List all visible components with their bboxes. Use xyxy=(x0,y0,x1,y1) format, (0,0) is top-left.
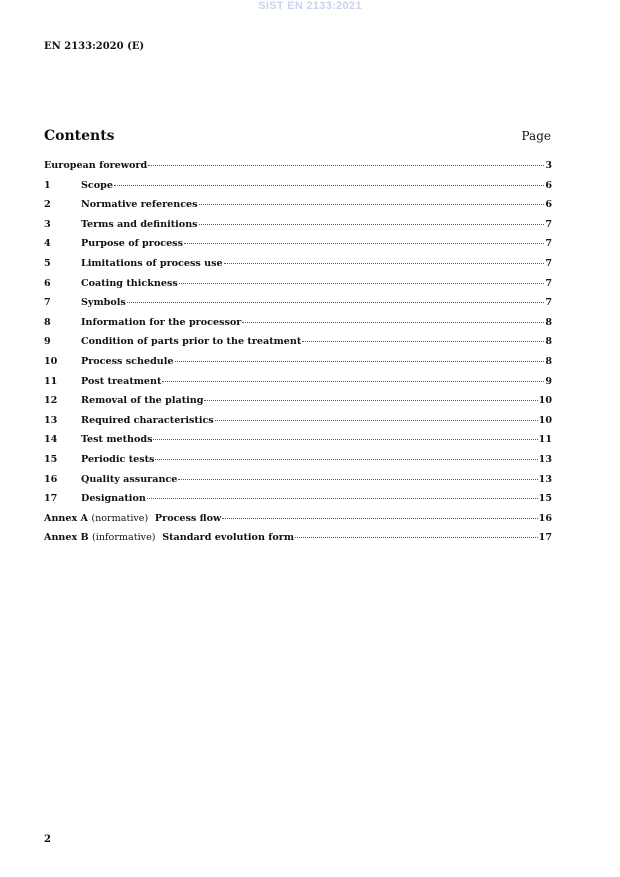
toc-leader xyxy=(179,283,545,284)
toc-leader xyxy=(199,224,545,225)
toc-title: Limitations of process use xyxy=(81,257,223,269)
toc-entry[interactable] xyxy=(44,317,552,337)
toc-page: 3 xyxy=(545,160,552,171)
toc-leader xyxy=(302,341,544,342)
toc-number: 7 xyxy=(44,297,51,309)
toc-entry[interactable] xyxy=(44,434,552,454)
toc-number: 3 xyxy=(44,218,51,230)
toc-entry-annex-a[interactable] xyxy=(44,513,552,533)
watermark: SIST EN 2133:2021 xyxy=(258,0,362,12)
annex-label: Annex B xyxy=(44,532,89,544)
toc-number: 2 xyxy=(44,199,51,211)
toc-page: 7 xyxy=(545,218,552,230)
toc-leader xyxy=(295,537,538,538)
toc-number: 15 xyxy=(44,453,58,465)
toc-entry[interactable] xyxy=(44,474,552,494)
toc-page: 7 xyxy=(545,297,552,309)
toc-page: 15 xyxy=(538,493,552,505)
toc-leader xyxy=(178,479,537,480)
toc-entry[interactable] xyxy=(44,356,552,376)
toc-entry[interactable] xyxy=(44,258,552,278)
table-of-contents xyxy=(44,160,552,552)
toc-page: 9 xyxy=(545,375,552,387)
toc-entry[interactable] xyxy=(44,454,552,474)
annex-label: Annex A xyxy=(44,512,89,524)
toc-title: Quality assurance xyxy=(81,473,178,485)
toc-number: 11 xyxy=(44,375,58,387)
toc-title: Post treatment xyxy=(81,375,162,387)
toc-leader xyxy=(155,459,537,460)
toc-title: Normative references xyxy=(81,199,198,211)
toc-leader xyxy=(153,439,537,440)
toc-page: 10 xyxy=(538,414,552,426)
toc-leader xyxy=(215,420,538,421)
annex-type: (normative) xyxy=(91,512,149,524)
toc-title: Coating thickness xyxy=(81,277,178,289)
toc-page: 17 xyxy=(538,532,552,544)
toc-leader xyxy=(184,243,544,244)
toc-leader xyxy=(224,263,545,264)
toc-leader xyxy=(175,361,545,362)
toc-entry[interactable] xyxy=(44,278,552,298)
toc-page: 13 xyxy=(538,453,552,465)
toc-number: 13 xyxy=(44,414,58,426)
toc-number: 16 xyxy=(44,473,58,485)
toc-page: 8 xyxy=(545,355,552,367)
toc-title xyxy=(44,532,294,543)
toc-page: 7 xyxy=(545,257,552,269)
annex-title: Standard evolution form xyxy=(162,532,294,544)
toc-number: 17 xyxy=(44,493,58,505)
toc-leader xyxy=(148,165,544,166)
toc-title: Condition of parts prior to the treatment xyxy=(81,336,302,348)
toc-leader xyxy=(242,322,544,323)
toc-page: 7 xyxy=(545,238,552,250)
toc-title: Designation xyxy=(81,493,146,505)
toc-title: Scope xyxy=(81,179,113,191)
toc-number: 10 xyxy=(44,355,58,367)
toc-leader xyxy=(147,498,538,499)
page-number: 2 xyxy=(44,834,51,845)
toc-entry-foreword[interactable] xyxy=(44,160,552,180)
toc-number: 8 xyxy=(44,316,51,328)
toc-entry[interactable] xyxy=(44,180,552,200)
toc-entry[interactable] xyxy=(44,199,552,219)
toc-title xyxy=(44,513,221,524)
document-id: EN 2133:2020 (E) xyxy=(44,41,145,52)
toc-leader xyxy=(199,204,545,205)
toc-title: European foreword xyxy=(44,160,148,171)
toc-title: Test methods xyxy=(81,434,153,446)
toc-leader xyxy=(222,518,537,519)
contents-heading: Contents xyxy=(44,128,115,144)
toc-title: Purpose of process xyxy=(81,238,183,250)
toc-entry-annex-b[interactable] xyxy=(44,532,552,552)
toc-title: Required characteristics xyxy=(81,414,214,426)
toc-entry[interactable] xyxy=(44,219,552,239)
toc-number: 1 xyxy=(44,179,51,191)
toc-page: 16 xyxy=(538,512,552,524)
toc-number: 9 xyxy=(44,336,51,348)
toc-page: 6 xyxy=(545,199,552,211)
annex-type: (informative) xyxy=(92,532,156,544)
toc-title: Removal of the plating xyxy=(81,395,204,407)
toc-entry[interactable] xyxy=(44,297,552,317)
toc-number: 12 xyxy=(44,395,58,407)
toc-entry[interactable] xyxy=(44,415,552,435)
toc-number: 6 xyxy=(44,277,51,289)
annex-title: Process flow xyxy=(154,512,222,524)
toc-number: 4 xyxy=(44,238,51,250)
toc-number: 14 xyxy=(44,434,58,446)
page-column-label: Page xyxy=(521,129,551,143)
toc-entry[interactable] xyxy=(44,376,552,396)
toc-page: 7 xyxy=(545,277,552,289)
toc-page: 8 xyxy=(545,336,552,348)
toc-leader xyxy=(162,381,544,382)
toc-title: Symbols xyxy=(81,297,126,309)
toc-entry[interactable] xyxy=(44,336,552,356)
toc-title: Process schedule xyxy=(81,355,174,367)
toc-page: 8 xyxy=(545,316,552,328)
toc-page: 13 xyxy=(538,473,552,485)
toc-page: 11 xyxy=(538,434,552,446)
toc-title: Terms and definitions xyxy=(81,218,198,230)
toc-page: 10 xyxy=(538,395,552,407)
toc-entry[interactable] xyxy=(44,238,552,258)
toc-leader xyxy=(114,185,544,186)
toc-leader xyxy=(204,400,537,401)
toc-title: Information for the processor xyxy=(81,316,242,328)
toc-entry[interactable] xyxy=(44,493,552,513)
toc-page: 6 xyxy=(545,179,552,191)
toc-number: 5 xyxy=(44,257,51,269)
toc-leader xyxy=(127,302,545,303)
toc-title: Periodic tests xyxy=(81,453,155,465)
toc-entry[interactable] xyxy=(44,395,552,415)
